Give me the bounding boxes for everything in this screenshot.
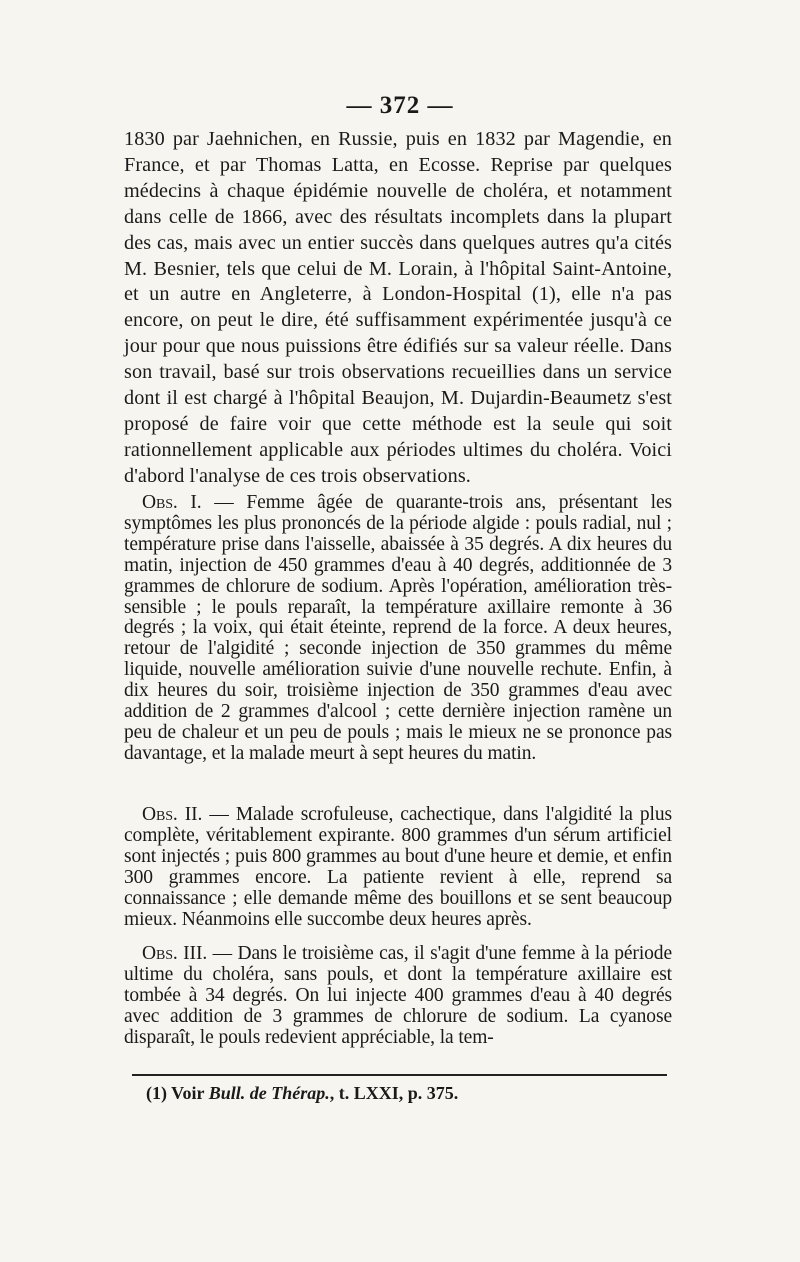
footnote-source: Bull. de Thérap. xyxy=(208,1083,330,1103)
observation-1-label: Obs. I. xyxy=(142,492,202,513)
observation-3-label: Obs. III. xyxy=(142,943,208,964)
main-paragraph: 1830 par Jaehnichen, en Russie, puis en 1832 par Magendie, en France, et par Thomas Latta, en Ecosse. Reprise par quelques médecins à chaque épidémie nouvelle de choléra, et notamment dans celle de 1866, avec des résultats incomplets dans la plupart des cas, mais avec un entier succès dans quelques autres qu'a cités M. Besnier, tels que celui de M. Lorain, à l'hôpital Saint-Antoine, et un autre en Angleterre, à London-Hospital (1), elle n'a pas encore, on peut le dire, été suffisamment expérimentée jusqu'à ce jour pour que nous puissions être édifiés sur sa valeur réelle. Dans son travail, basé sur trois observations recueillies dans un service dont il est chargé à l'hôpital Beaujon, M. Dujardin-Beaumetz s'est proposé de faire voir que cette méthode est la seule qui soit rationnellement applicable aux périodes ultimes du choléra. Voici d'abord l'analyse de ces trois observations. xyxy=(124,128,672,487)
observation-2 xyxy=(124,805,672,930)
observation-3-text: — Dans le troisième cas, il s'agit d'une femme à la période ultime du choléra, sans pouls, et dont la température axillaire est tombée à 34 degrés. On lui injecte 400 grammes d'eau à 40 degrés avec addition de 3 grammes de chlorure de sodium. La cyanose disparaît, le pouls redevient appréciable, la tem- xyxy=(124,943,672,1048)
page-number: — 372 — xyxy=(346,92,454,119)
footnote-divider xyxy=(132,1074,667,1076)
footnote xyxy=(146,1083,666,1104)
footnote-suffix: , t. LXXI, p. 375. xyxy=(329,1083,459,1103)
observation-2-text: — Malade scrofuleuse, cachectique, dans l'algidité la plus complète, véritablement expirante. 800 grammes d'un sérum artificiel sont injectés ; puis 800 grammes au bout d'une heure et demie, et enfin 300 grammes encore. La patiente revient à elle, reprend sa connaissance ; elle demande même des bouillons et se sent beaucoup mieux. Néanmoins elle succombe deux heures après. xyxy=(124,804,672,930)
observation-2-label: Obs. II. xyxy=(142,804,203,825)
observation-1 xyxy=(124,493,672,765)
observation-3 xyxy=(124,944,672,1049)
observation-1-text: — Femme âgée de quarante-trois ans, présentant les symptômes les plus prononcés de la période algide : pouls radial, nul ; température prise dans l'aisselle, abaissée à 35 degrés. A dix heures du matin, injection de 450 grammes d'eau à 40 degrés, additionnée de 3 grammes de chlorure de sodium. Après l'opération, amélioration très-sensible ; le pouls reparaît, la température axillaire remonte à 36 degrés ; la voix, qui était éteinte, reprend de la force. A deux heures, retour de l'algidité ; seconde injection de 350 grammes du même liquide, nouvelle amélioration suivie d'une nouvelle rechute. Enfin, à dix heures du soir, troisième injection de 350 grammes d'eau avec addition de 2 grammes d'alcool ; cette dernière injection ramène un peu de chaleur et un peu de pouls ; mais le mieux ne se prononce pas davantage, et la malade meurt à sept heures du matin. xyxy=(124,492,672,764)
footnote-prefix: (1) Voir xyxy=(146,1083,209,1103)
